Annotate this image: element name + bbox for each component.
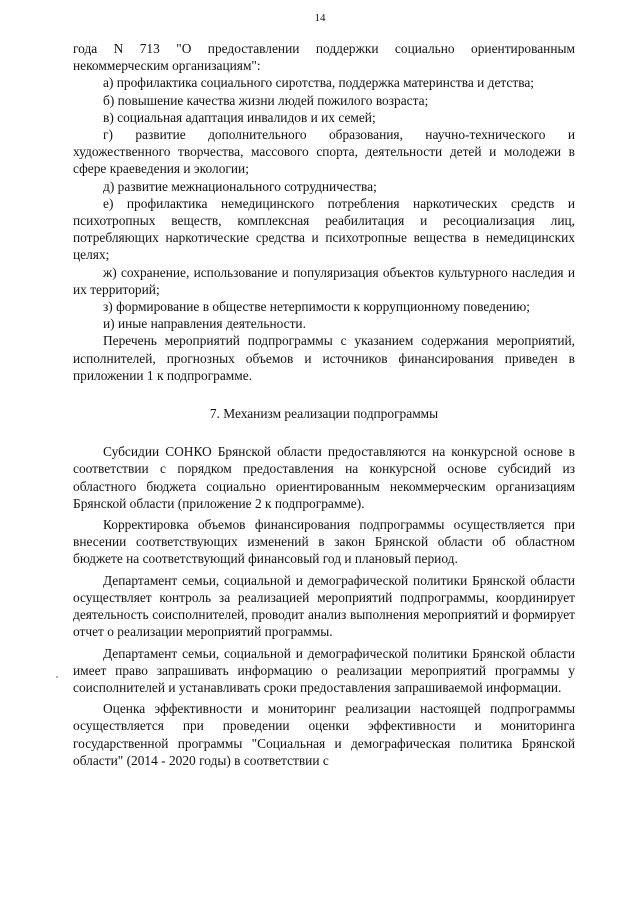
paragraph: з) формирование в обществе нетерпимости к коррупционному поведению;	[103, 299, 530, 315]
paragraphs-after-heading	[73, 443, 575, 769]
paragraph: Департамент семьи, социальной и демографической политики Брянской области осуществляет контроль за реализацией мероприятий подпрограммы, координирует деятельность соисполнителей, проводит анализ выполнения мероприятий и формирует отчет о реализации мероприятий программы.	[73, 572, 575, 640]
paragraph: г) развитие дополнительного образования, научно-технического и художественного творчества, массового спорта, деятельности детей и молодежи в сфере краеведения и экологии;	[73, 127, 575, 177]
paragraph: д) развитие межнационального сотрудничества;	[103, 178, 377, 194]
scan-speck	[56, 676, 58, 678]
paragraph: Субсидии СОНКО Брянской области предоставляются на конкурсной основе в соответствии с порядком предоставления на конкурсной основе субсидий из областного бюджета социально ориентированным некоммерческим организациям Брянской области (приложение 2 к подпрограмме).	[73, 444, 575, 511]
paragraph: Оценка эффективности и мониторинг реализации настоящей подпрограммы осуществляется при проведении оценки эффективности и мониторинга государственной программы "Социальная и демографическая политика Брянской области" (2014 - 2020 годы) в соответствии с	[73, 701, 575, 768]
paragraph: ж) сохранение, использование и популяризация объектов культурного наследия и их территорий;	[73, 264, 575, 297]
paragraph: года N 713 "О предоставлении поддержки социально ориентированным некоммерческим организациям":	[73, 41, 575, 74]
page-number: 14	[314, 12, 326, 24]
paragraph: и) иные направления деятельности.	[103, 316, 306, 332]
paragraph: а) профилактика социального сиротства, поддержка материнства и детства;	[103, 75, 535, 91]
paragraph: Перечень мероприятий подпрограммы с указанием содержания мероприятий, исполнителей, прогнозных объемов и источников финансирования приведен в приложении 1 к подпрограмме.	[73, 333, 575, 383]
paragraph: в) социальная адаптация инвалидов и их семей;	[103, 109, 376, 125]
paragraph: Департамент семьи, социальной и демографической политики Брянской области имеет право запрашивать информацию о реализации мероприятий программы у соисполнителей и устанавливать сроки предоставления запрашиваемой информации.	[73, 645, 575, 695]
paragraph: е) профилактика немедицинского потребления наркотических средств и психотропных веществ, комплексная реабилитация и ресоциализация лиц, потребляющих наркотические средства и психотропные вещества в немедицинских целях;	[73, 195, 575, 263]
paragraph: б) повышение качества жизни людей пожилого возраста;	[103, 92, 429, 108]
section-heading: 7. Механизм реализации подпрограммы	[209, 406, 439, 422]
document-body	[73, 40, 575, 769]
paragraph: Корректировка объемов финансирования подпрограммы осуществляется при внесении соответствующих изменений в закон Брянской области об областном бюджете на соответствующий финансовый год и плановый период.	[73, 517, 575, 567]
paragraphs-before-heading	[73, 40, 575, 384]
